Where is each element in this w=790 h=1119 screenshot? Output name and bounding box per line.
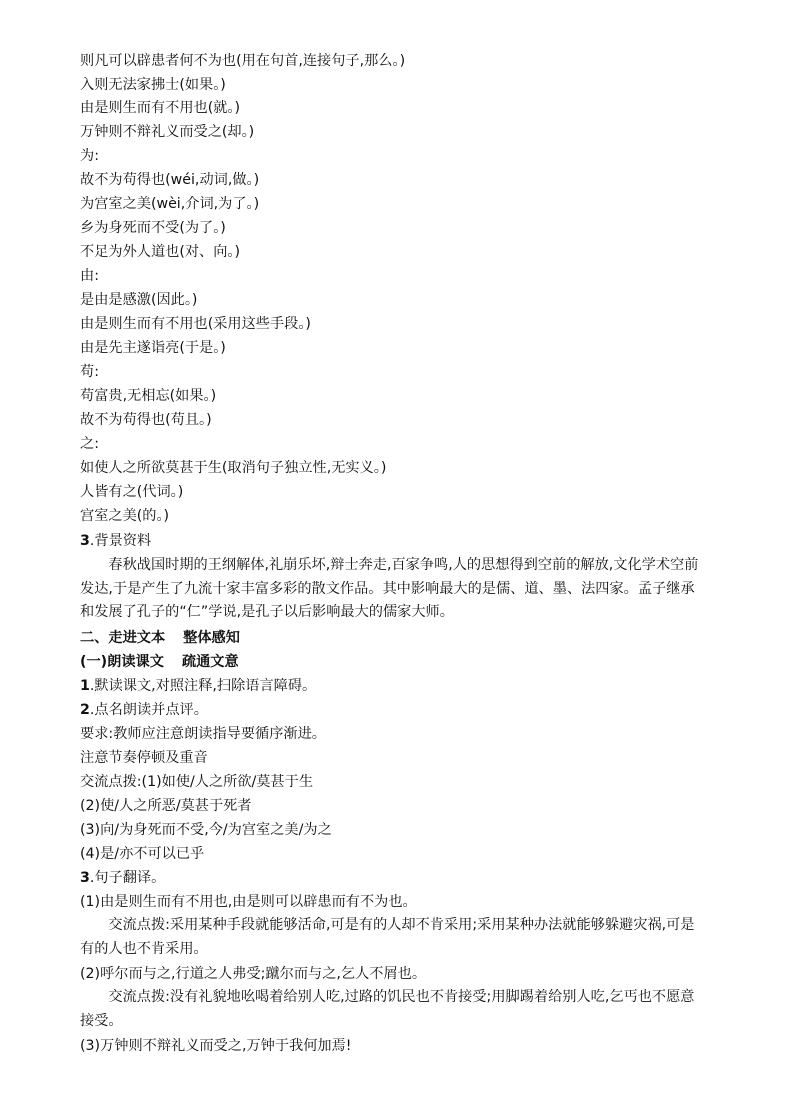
text-line: 之: [80, 436, 99, 452]
text-line: 则凡可以辟患者何不为也(用在句首,连接句子,那么。) [80, 53, 406, 69]
text-line: 是由是感激(因此。) [80, 292, 198, 308]
section-number: 3 [80, 533, 90, 549]
text-line: 由是则生而有不用也(采用这些手段。) [80, 316, 311, 332]
text-line: 不足为外人道也(对、向。) [80, 244, 241, 260]
text-line: 如使人之所欲莫甚于生(取消句子独立性,无实义。) [80, 460, 387, 476]
text-line: 故不为苟得也(wéi,动词,做。) [80, 172, 260, 188]
text-line: 由是则生而有不用也(就。) [80, 100, 241, 116]
text-line: 为: [80, 148, 99, 164]
background-paragraph: 春秋战国时期的王纲解体,礼崩乐坏,辩士奔走,百家争鸣,人的思想得到空前的解放,文化学术空前发达,于是产生了九流十家丰富多彩的散文作品。其中影响最大的是儒、道、墨、法四家。孟子继承和发展了孔子的“仁”学说,是孔子以后影响最大的儒家大师。 [80, 557, 699, 620]
text-line: 注意节奏停顿及重音 [80, 750, 208, 766]
text-line: 人皆有之(代词。) [80, 484, 184, 500]
text-line: 1.默读课文,对照注释,扫除语言障碍。 [80, 678, 317, 694]
text-line: 3.句子翻译。 [80, 870, 166, 886]
text-line: 要求:教师应注意朗读指导要循序渐进。 [80, 726, 326, 742]
text-line: (1)由是则生而有不用也,由是则可以辟患而有不为也。 [80, 894, 417, 910]
text-line: (2)呼尔而与之,行道之人弗受;蹴尔而与之,乞人不屑也。 [80, 966, 427, 982]
text-line: 交流点拨:(1)如使/人之所欲/莫甚于生 [80, 774, 314, 790]
text-line: 苟: [80, 364, 99, 380]
text-line: (3)万钟则不辩礼义而受之,万钟于我何加焉! [80, 1038, 352, 1054]
text-line: 由是先主遂诣亮(于是。) [80, 340, 226, 356]
sub-heading: (一)朗读课文 疏通文意 [80, 654, 239, 670]
explanation-paragraph: 交流点拨:没有礼貌地吆喝着给别人吃,过路的饥民也不肯接受;用脚踢着给别人吃,乞丐也不愿意接受。 [80, 989, 695, 1029]
text-line: 苟富贵,无相忘(如果。) [80, 388, 217, 404]
text-line: 乡为身死而不受(为了。) [80, 220, 226, 236]
text-line: (3)向/为身死而不受,今/为宫室之美/为之 [80, 822, 332, 838]
text-line: 故不为苟得也(苟且。) [80, 412, 212, 428]
part-heading: 二、走进文本 整体感知 [80, 630, 240, 646]
text-line: (4)是/亦不可以已乎 [80, 846, 205, 862]
text-line: 入则无法家拂士(如果。) [80, 77, 226, 93]
explanation-paragraph: 交流点拨:采用某种手段就能够活命,可是有的人却不肯采用;采用某种办法就能够躲避灾祸,可是有的人也不肯采用。 [80, 917, 695, 957]
text-line: 由: [80, 268, 99, 284]
text-line: 2.点名朗读并点评。 [80, 702, 208, 718]
text-line: 万钟则不辩礼义而受之(却。) [80, 124, 255, 140]
section-heading: 3.背景资料 [80, 533, 152, 549]
text-line: 为宫室之美(wèi,介词,为了。) [80, 196, 260, 212]
text-line: (2)使/人之所恶/莫甚于死者 [80, 798, 252, 814]
text-line: 宫室之美(的。) [80, 508, 170, 524]
